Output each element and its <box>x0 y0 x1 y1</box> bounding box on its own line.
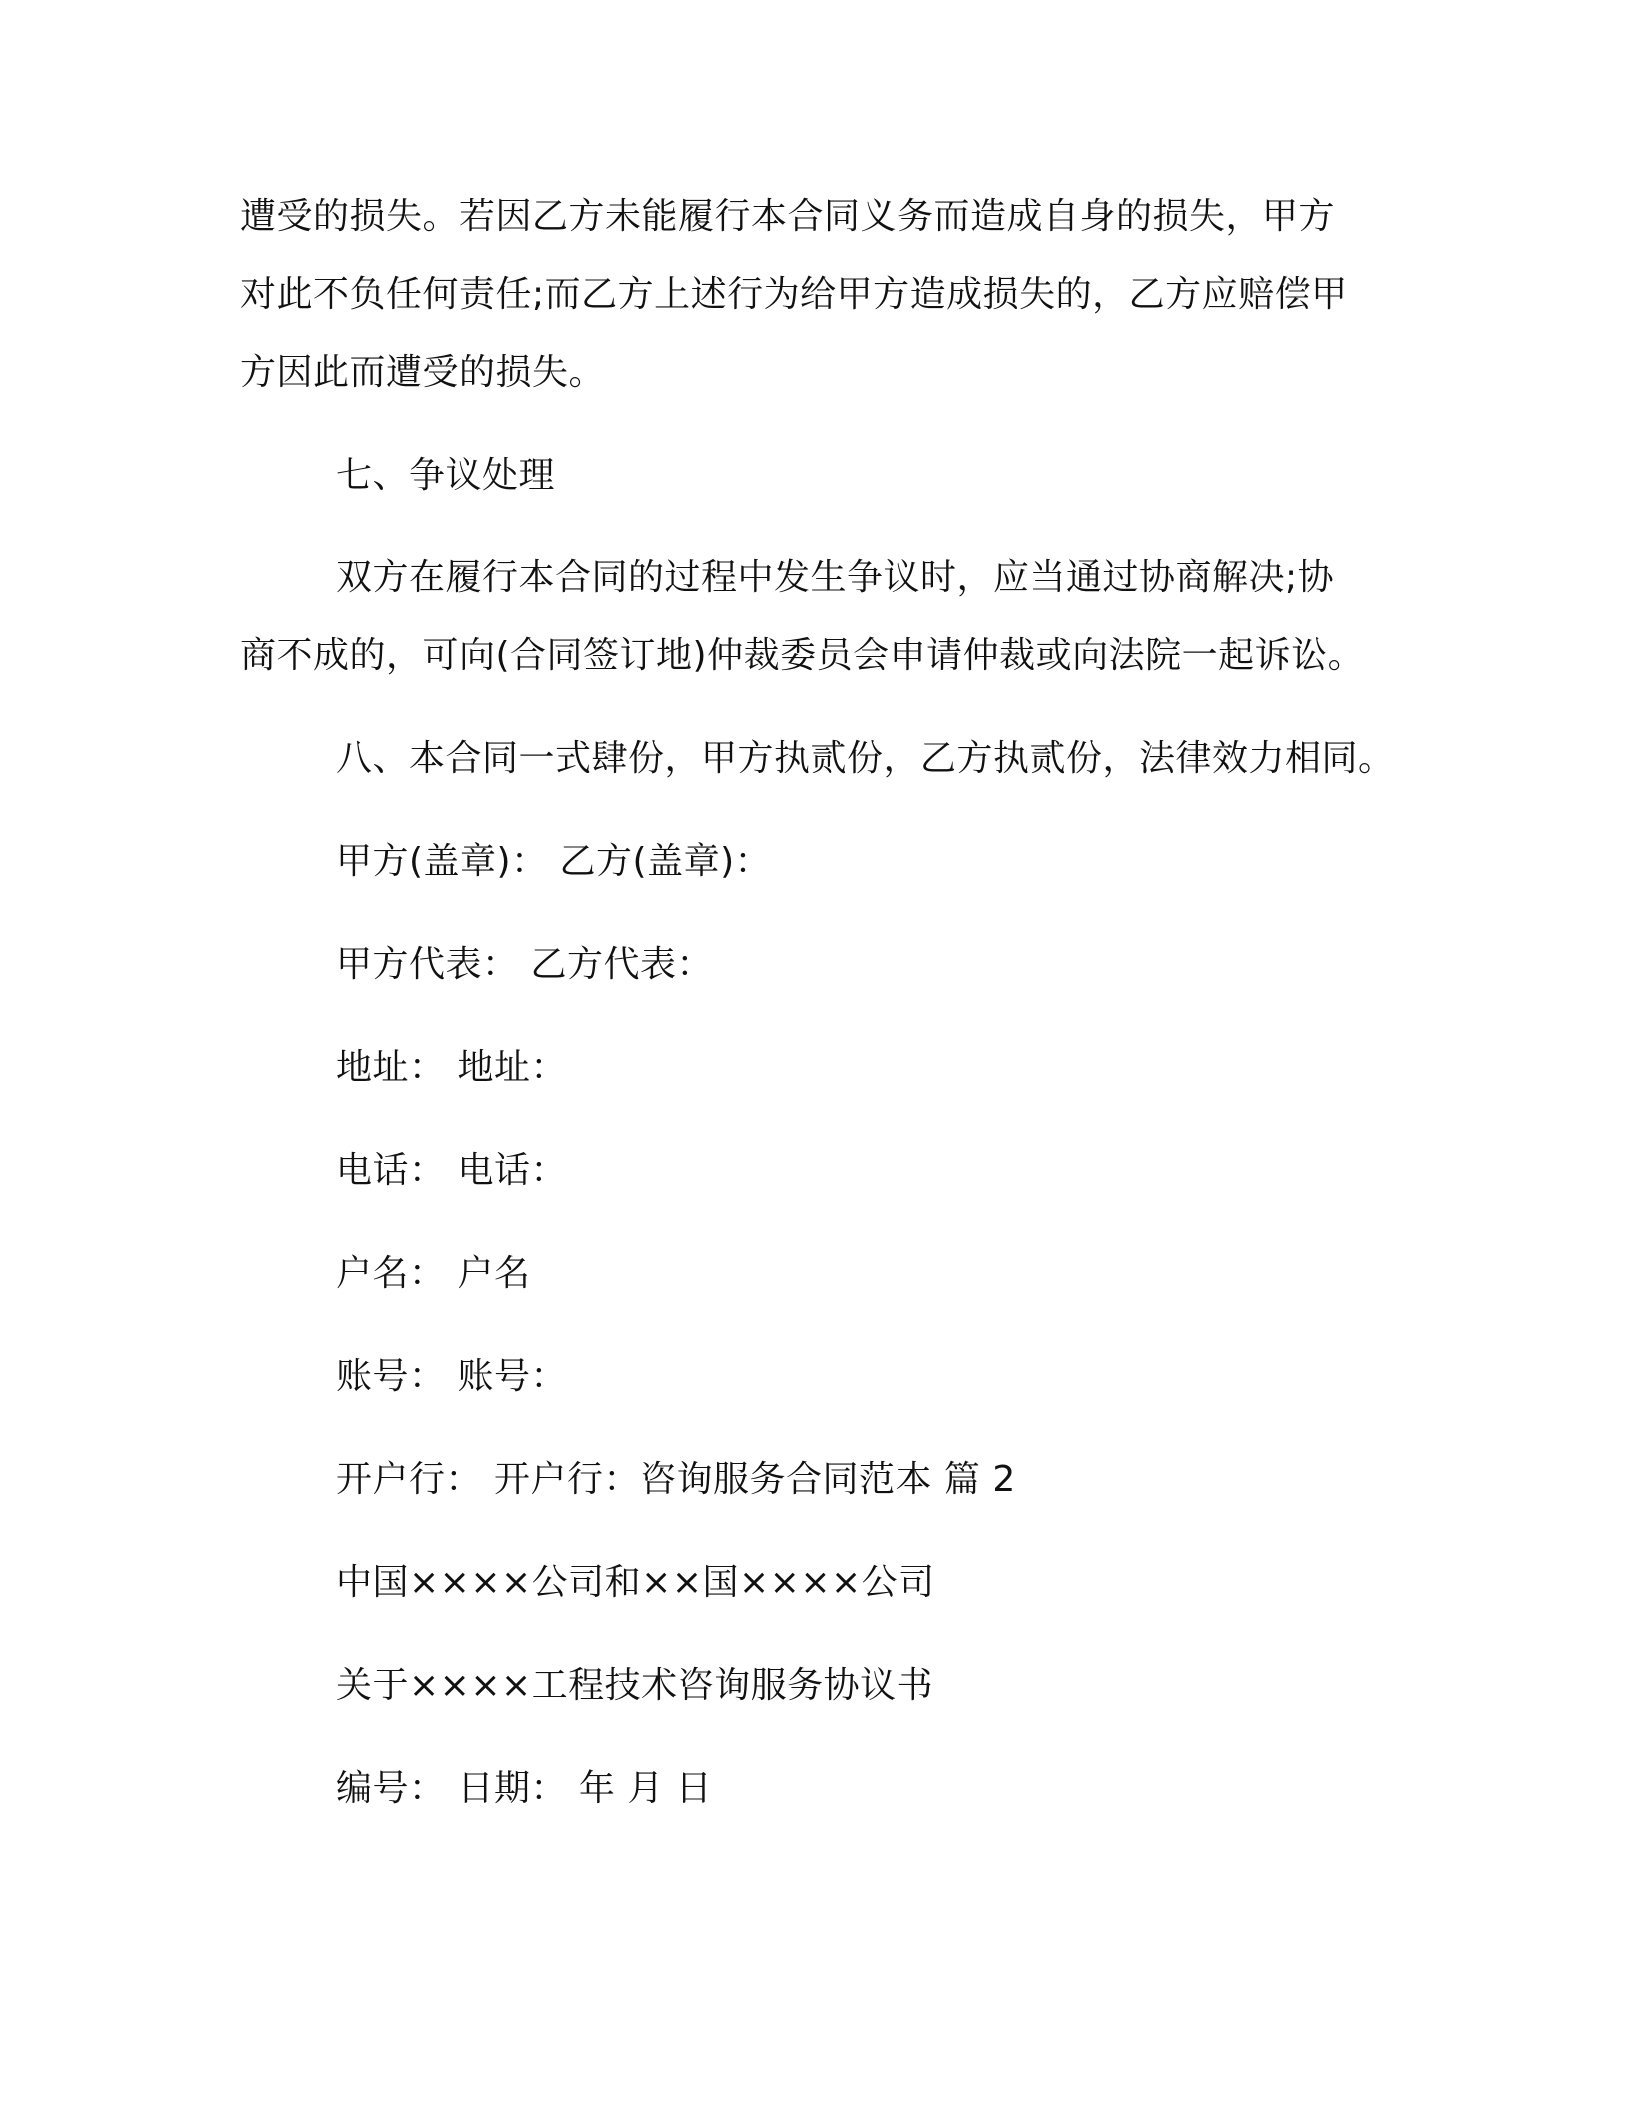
seal-line: 甲方(盖章)： 乙方(盖章)： <box>336 841 772 882</box>
paragraph-line: 商不成的，可向(合同签订地)仲裁委员会申请仲裁或向法院一起诉讼。 <box>240 635 1365 676</box>
section-eight-text: 八、本合同一式肆份，甲方执贰份，乙方执贰份，法律效力相同。 <box>336 738 1395 779</box>
parties-line: 中国××××公司和××国××××公司 <box>336 1562 935 1603</box>
section-heading: 七、争议处理 <box>336 455 556 496</box>
number-date-line: 编号： 日期： 年 月 日 <box>336 1768 713 1809</box>
paragraph-line: 双方在履行本合同的过程中发生争议时，应当通过协商解决;协 <box>336 557 1335 598</box>
account-name-line: 户名： 户名 <box>336 1253 531 1294</box>
address-line: 地址： 地址： <box>336 1047 567 1088</box>
account-number-line: 账号： 账号： <box>336 1356 567 1397</box>
paragraph-line: 遭受的损失。若因乙方未能履行本合同义务而造成自身的损失，甲方 <box>240 196 1336 237</box>
agreement-title: 关于××××工程技术咨询服务协议书 <box>336 1665 934 1706</box>
phone-line: 电话： 电话： <box>336 1150 567 1191</box>
paragraph-line: 对此不负任何责任;而乙方上述行为给甲方造成损失的，乙方应赔偿甲 <box>240 274 1348 315</box>
representative-line: 甲方代表： 乙方代表： <box>336 944 713 985</box>
bank-line: 开户行： 开户行：咨询服务合同范本 篇 2 <box>336 1459 1016 1500</box>
paragraph-line: 方因此而遭受的损失。 <box>240 352 606 393</box>
